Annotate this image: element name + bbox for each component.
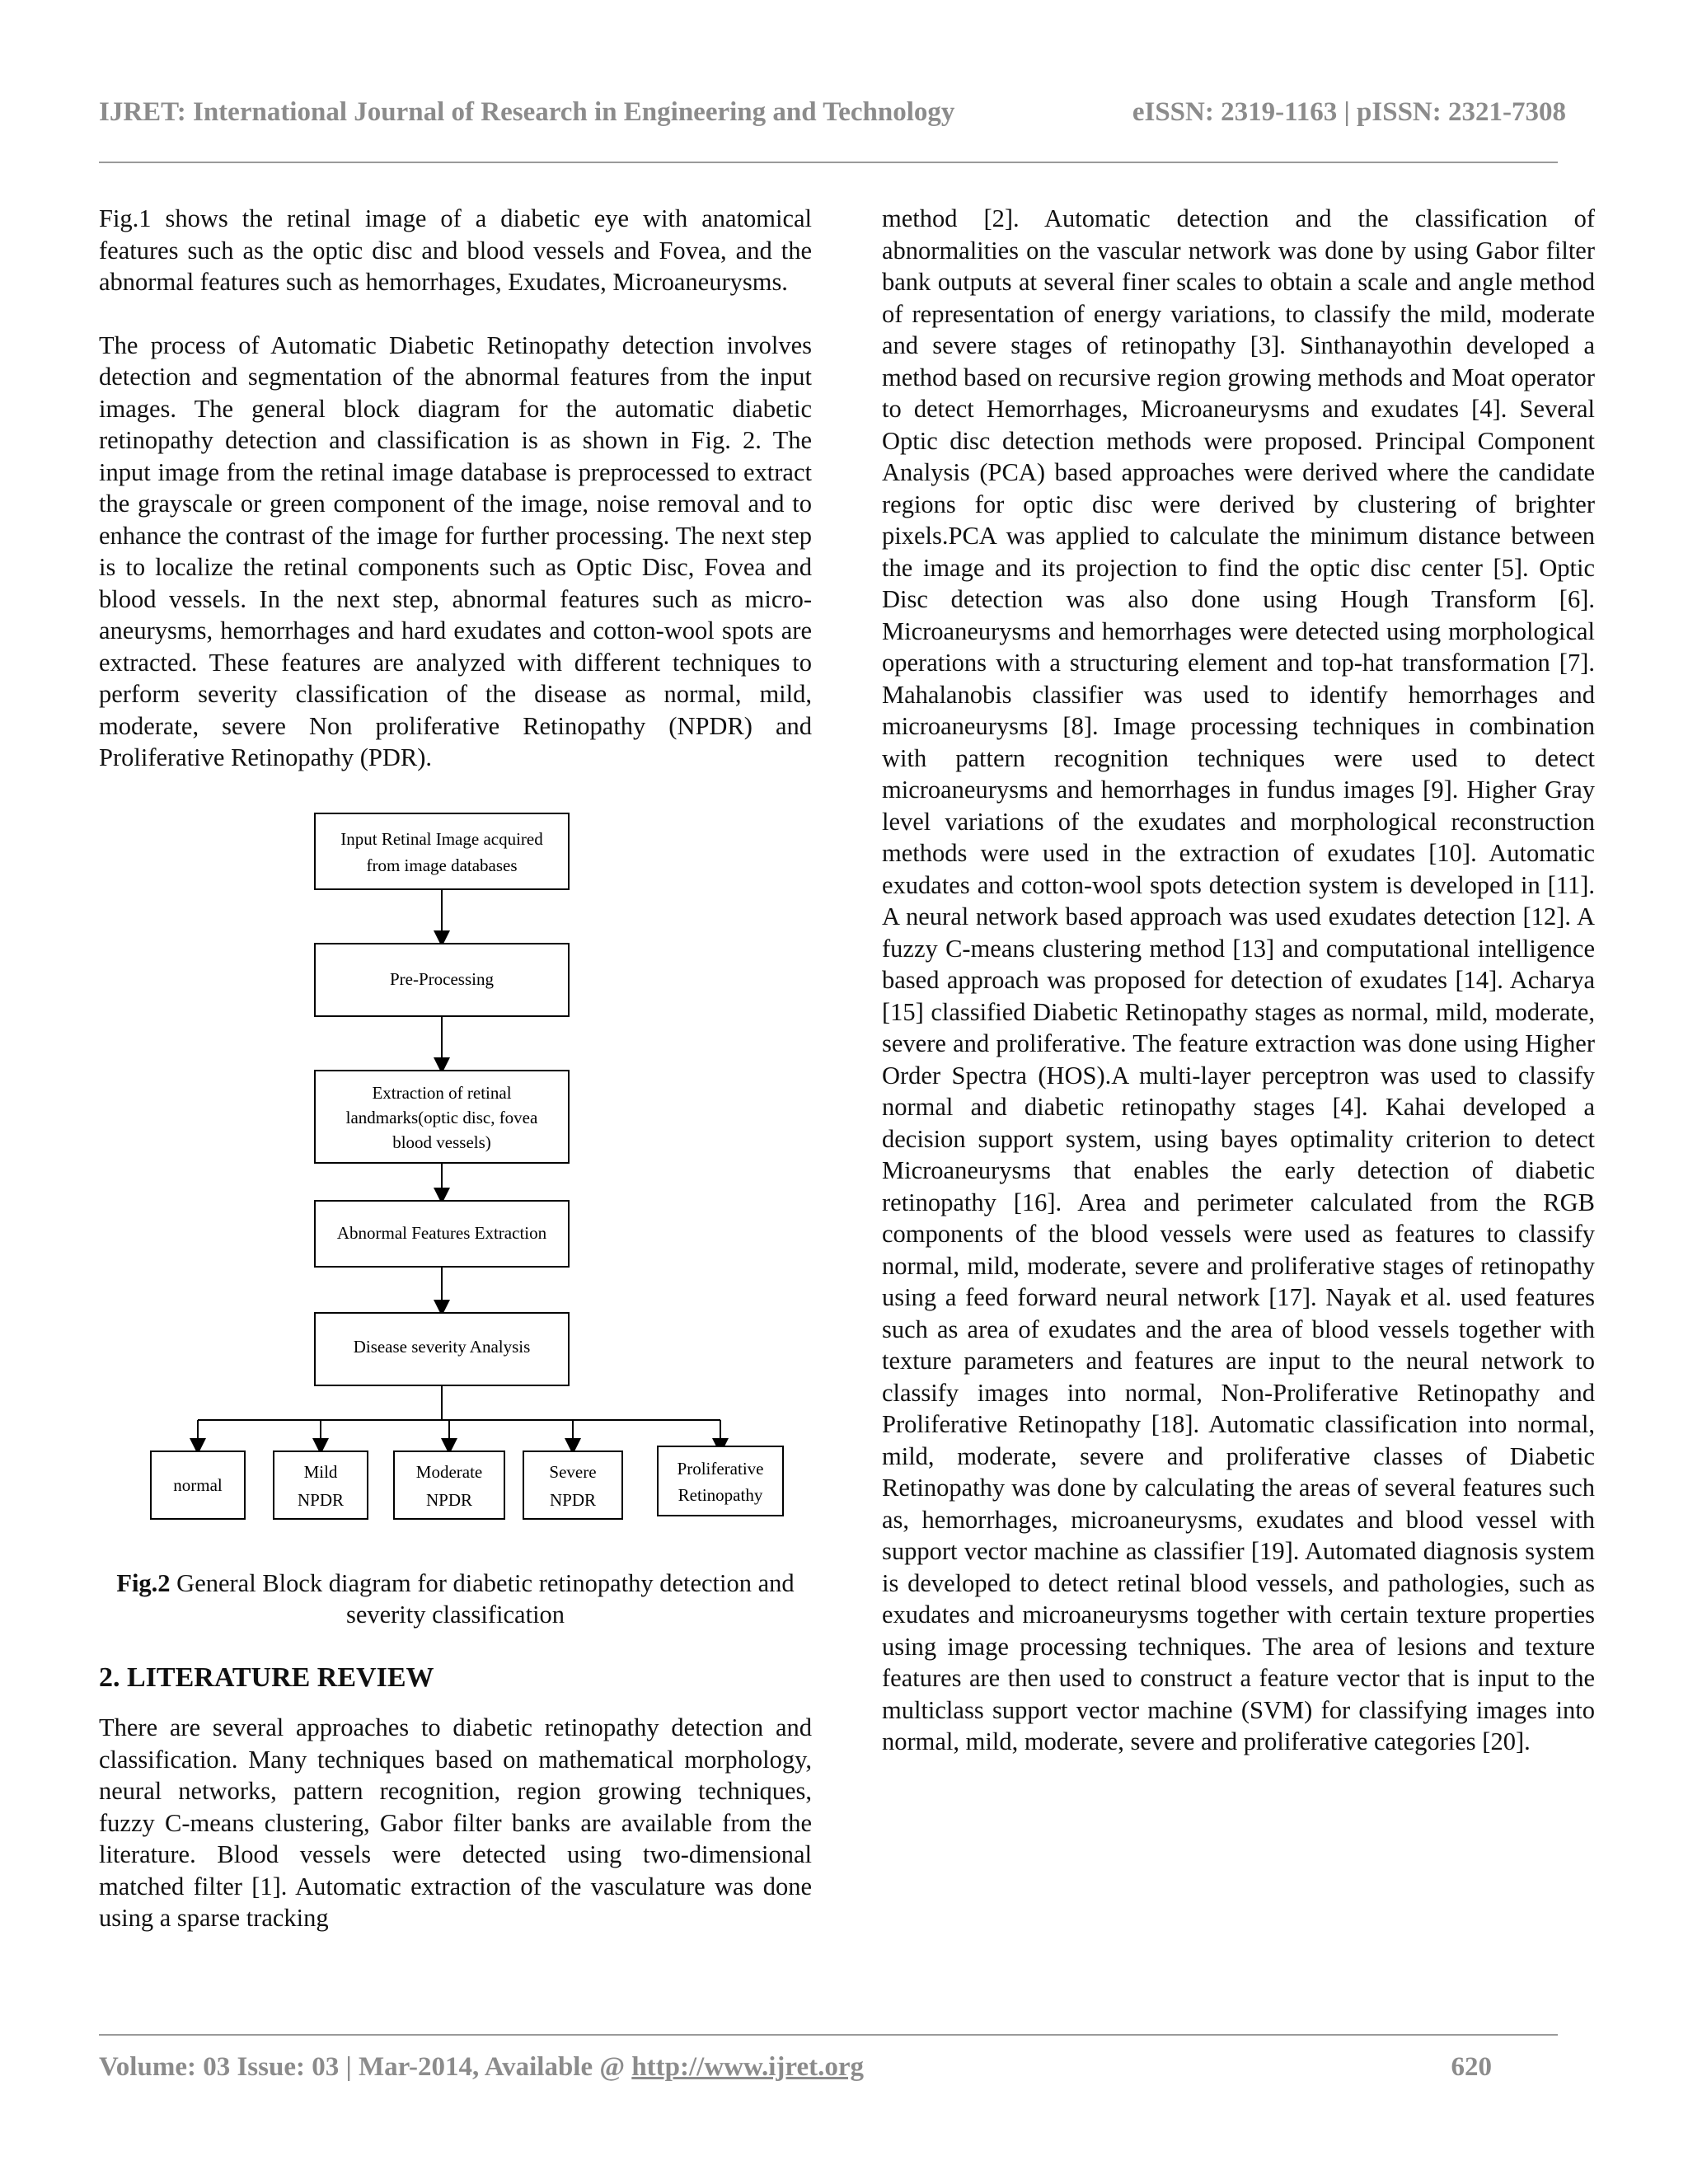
- output-proliferative-box: [658, 1446, 783, 1516]
- caption-label: Fig.2: [116, 1568, 171, 1597]
- landmark-label-3: blood vessels): [392, 1132, 491, 1152]
- left-column: [99, 203, 812, 1966]
- output-proliferative-label-2: Retinopathy: [678, 1484, 763, 1505]
- figure-caption: [99, 1568, 812, 1631]
- output-proliferative-label-1: Proliferative: [677, 1458, 764, 1479]
- running-footer: [99, 2052, 1492, 2083]
- input-image-label-1: Input Retinal Image acquired: [340, 828, 543, 849]
- section-title-literature-review: 2. LITERATURE REVIEW: [99, 1661, 434, 1693]
- footer-volume-info: [99, 2052, 864, 2083]
- output-severe-label-1: Severe: [549, 1461, 597, 1482]
- abnormal-features-label: Abnormal Features Extraction: [336, 1222, 547, 1243]
- header-rule: [99, 162, 1558, 163]
- caption-text: General Block diagram for diabetic retinopathy detection and severity classification: [170, 1568, 795, 1629]
- output-moderate-label-2: NPDR: [425, 1489, 473, 1510]
- journal-website-link[interactable]: http://www.ijret.org: [631, 2052, 864, 2082]
- output-normal-label: normal: [173, 1474, 223, 1495]
- input-image-label-2: from image databases: [366, 855, 518, 875]
- output-mild-label-1: Mild: [303, 1461, 338, 1482]
- paragraph-literature-continued: method [2]. Automatic detection and the classification of abnormalities on the vascular network was done by using Gabor filter bank outputs at several finer scales to obtain a scale and angle method of representation of energy variations, to classify the mild, moderate and severe stages of retinopathy [3]. Sinthanayothin developed a method based on recursive region growing methods and Moat operator to detect Hemorrhages, Microaneurysms and exudates [4]. Several Optic disc detection methods were proposed. Principal Component Analysis (PCA) based approaches were derived where the candidate regions for optic disc were derived by clustering of brighter pixels.PCA was applied to calculate the minimum distance between the image and its projection to find the optic disc center [5]. Optic Disc detection was also done using Hough Transform [6]. Microaneurysms and hemorrhages were detected using morphological operations with a structuring element and top-hat transformation [7]. Mahalanobis classifier was used to identify hemorrhages and microaneurysms [8]. Image processing techniques in combination with pattern recognition techniques were used to detect microaneurysms and hemorrhages in fundus images [9]. Higher Gray level variations of the exudates and morphological reconstruction methods were used in the extraction of exudates [10]. Automatic exudates and cotton-wool spots detection system is developed in [11]. A neural network based approach was used exudates detection [12]. A fuzzy C-means clustering method [13] and computational intelligence based approach was proposed for detection of exudates [14]. Acharya [15] classified Diabetic Retinopathy stages as normal, mild, moderate, severe and proliferative. The feature extraction was done using Higher Order Spectra (HOS).A multi-layer perceptron was used to classify normal and diabetic retinopathy stages [4]. Kahai developed a decision support system, using bayes optimality criterion to detect Microaneurysms that enables the early detection of diabetic retinopathy [16]. Area and perimeter calculated from the RGB components of the blood vessels were used as features to classify normal, mild, moderate, severe and proliferative stages of retinopathy using a feed forward neural network [17]. Nayak et al. used features such as area of exudates and the area of blood vessels together with texture parameters and features are input to the neural network to classify images into normal, Non-Proliferative Retinopathy and Proliferative Retinopathy [18]. Automatic classification into normal, mild, moderate, severe and proliferative classes of Diabetic Retinopathy was done by calculating the areas of several features such as, hemorrhages, microaneurysms, exudates and blood vessel with support vector machine as classifier [19]. Automated diagnosis system is developed to detect retinal blood vessels, and pathologies, such as exudates and microaneurysms together with certain texture properties using image processing techniques. The area of lesions and texture features are then used to construct a feature vector that is input to the multiclass support vector machine (SVM) for classifying images into normal, mild, moderate, severe and proliferative categories [20].: [882, 204, 1595, 1755]
- output-mild-label-2: NPDR: [297, 1489, 345, 1510]
- preprocessing-label: Pre-Processing: [390, 968, 494, 989]
- page-number: 620: [1451, 2052, 1492, 2082]
- footer-volume-text: Volume: 03 Issue: 03 | Mar-2014, Available @: [99, 2052, 632, 2082]
- paragraph-fig1-description: Fig.1 shows the retinal image of a diabetic eye with anatomical features such as the optic disc and blood vessels and Fovea, and the abnormal features such as hemorrhages, Exudates, Microaneurysms.: [99, 204, 812, 296]
- output-severe-label-2: NPDR: [549, 1489, 597, 1510]
- landmark-label-2: landmarks(optic disc, fovea: [345, 1107, 538, 1127]
- journal-title: IJRET: International Journal of Research in Engineering and Technology: [99, 97, 955, 127]
- landmark-label-1: Extraction of retinal: [372, 1082, 512, 1103]
- output-moderate-label-1: Moderate: [415, 1461, 483, 1482]
- paragraph-literature-intro: There are several approaches to diabetic retinopathy detection and classification. Many techniques based on mathematical morphology, neural networks, pattern recognition, region growing techniques, fuzzy C-means clustering, Gabor filter banks are available from the literature. Blood vessels were detected using two-dimensional matched filter [1]. Automatic extraction of the vasculature was done using a sparse tracking: [99, 1713, 812, 1932]
- footer-rule: [99, 2034, 1558, 2036]
- input-image-box: [315, 813, 569, 889]
- block-diagram: [99, 805, 812, 1568]
- issn-info: eISSN: 2319-1163 | pISSN: 2321-7308: [1132, 97, 1566, 127]
- paragraph-process: The process of Automatic Diabetic Retinopathy detection involves detection and segmentation of the abnormal features from the input images. The general block diagram for the automatic diabetic retinopathy detection and classification is as shown in Fig. 2. The input image from the retinal image database is preprocessed to extract the grayscale or green component of the image, noise removal and to enhance the contrast of the image for further processing. The next step is to localize the retinal components such as Optic Disc, Fovea and blood vessels. In the next step, abnormal features such as micro-aneurysms, hemorrhages and hard exudates and cotton-wool spots are extracted. These features are analyzed with different techniques to perform severity classification of the disease as normal, mild, moderate, severe Non proliferative Retinopathy (NPDR) and Proliferative Retinopathy (PDR).: [99, 330, 812, 771]
- severity-analysis-label: Disease severity Analysis: [353, 1336, 531, 1357]
- running-header: [99, 97, 1566, 128]
- right-column: [882, 203, 1595, 1789]
